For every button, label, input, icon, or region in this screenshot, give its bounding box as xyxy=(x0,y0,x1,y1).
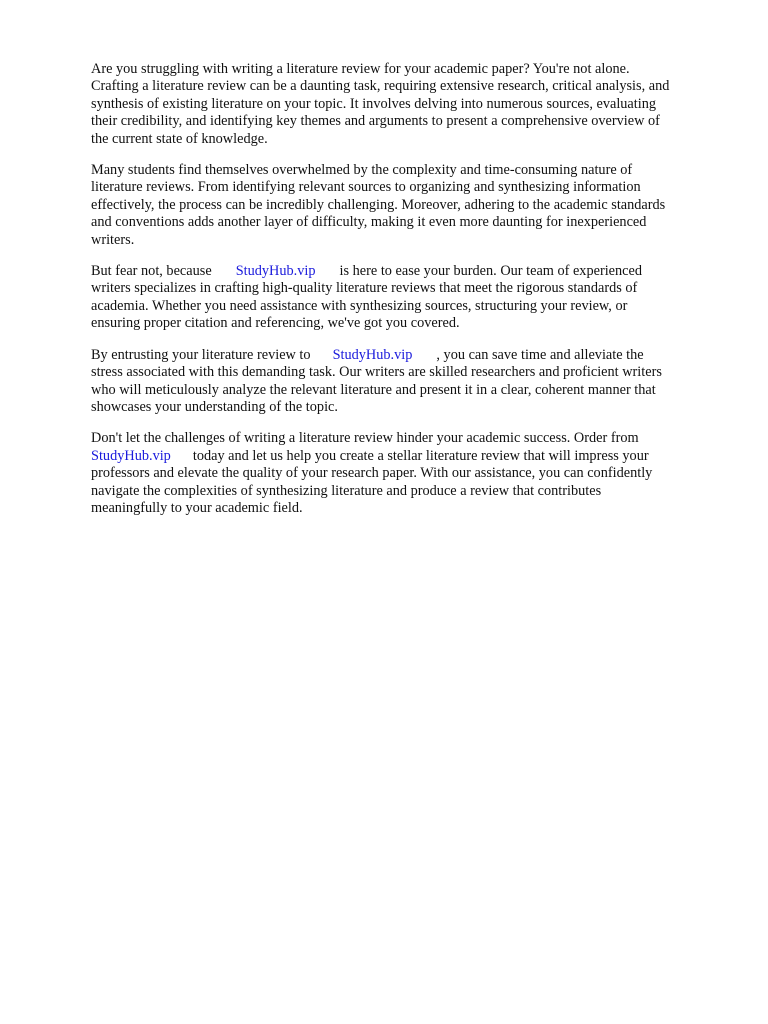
paragraph-intro: Are you struggling with writing a literature review for your academic paper? You're not alone. Crafting a literature review can be a daunting task, requiring extensive research, critical analysis, and synthesis of existing literature on your topic. It involves delving into numerous sources, evaluating their credibility, and identifying key themes and arguments to present a comprehensive overview of the current state of knowledge. xyxy=(91,61,670,147)
studyhub-link[interactable]: StudyHub.vip xyxy=(91,447,171,464)
paragraph-service-intro-after: is here to ease your burden. Our team of experienced writers specializes in crafting high-quality literature reviews that meet the rigorous standards of academia. Whether you need assistance with synthesizing sources, structuring your review, or ensuring proper citation and referencing, we've got you covered. xyxy=(91,263,643,332)
paragraph-service-intro xyxy=(91,263,723,333)
studyhub-link[interactable]: StudyHub.vip xyxy=(235,263,316,280)
paragraph-entrusting-before: By entrusting your literature review to xyxy=(91,346,311,363)
paragraph-service-intro-before: But fear not, because xyxy=(91,263,212,280)
paragraph-entrusting xyxy=(91,347,723,417)
paragraph-call-to-action-after: today and let us help you create a stellar literature review that will impress your professors and elevate the quality of your research paper. With our assistance, you can confidently navigate the complexities of synthesizing literature and produce a review that contributes meaningfully to your academic field. xyxy=(91,447,653,516)
paragraph-challenges: Many students find themselves overwhelmed by the complexity and time-consuming nature of literature reviews. From identifying relevant sources to organizing and synthesizing information effectively, the process can be incredibly challenging. Moreover, adhering to the academic standards and conventions adds another layer of difficulty, making it even more daunting for inexperienced writers. xyxy=(91,162,666,248)
studyhub-link[interactable]: StudyHub.vip xyxy=(332,346,413,363)
paragraph-call-to-action-before: Don't let the challenges of writing a literature review hinder your academic success. Order from xyxy=(91,430,639,447)
paragraph-call-to-action xyxy=(91,430,723,517)
document-page xyxy=(91,61,723,531)
paragraph-entrusting-after: , you can save time and alleviate the stress associated with this demanding task. Our writers are skilled researchers and proficient writers who will meticulously analyze the relevant literature and present it in a clear, coherent manner that showcases your understanding of the topic. xyxy=(91,346,662,415)
